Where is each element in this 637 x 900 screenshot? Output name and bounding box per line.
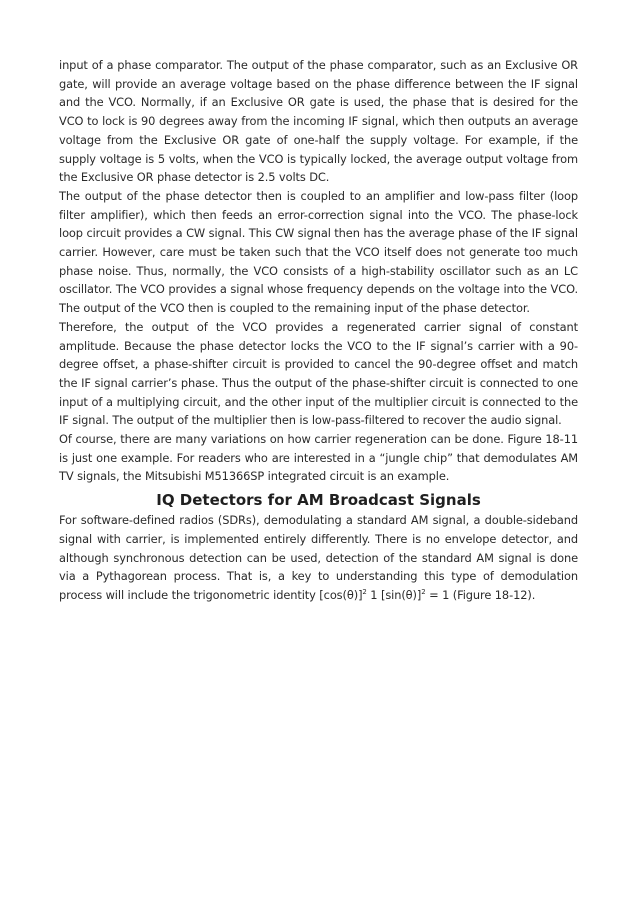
iq-text-end: = 1 (Figure 18-12). bbox=[425, 587, 536, 602]
paragraph-phase-detector-output: The output of the phase detector then is coupled to an amplifier and low-pass filter (loop filter amplifier), which then feeds an error-correction signal into the VCO. The phase-lock loop circuit provides a CW signal. This CW signal then has the average phase of the IF signal carrier. However, care must be taken such that the VCO itself does not generate too much phase noise. Thus, normally, the VCO consists of a high-stability oscillator such as an LC oscillator. The VCO provides a signal whose frequency depends on the voltage into the VCO. The output of the VCO then is coupled to the remaining input of the phase detector. bbox=[59, 188, 578, 316]
section-heading: IQ Detectors for AM Broadcast Signals bbox=[156, 491, 481, 510]
paragraph-carrier-regeneration: Of course, there are many variations on how carrier regeneration can be done. Figure 18-11 is just one example. For readers who are interested in a “jungle chip” that demodulates AM TV signals, the Mitsubishi M51366SP integrated circuit is an example. bbox=[59, 432, 578, 484]
iq-text-mid: 1 [sin(θ)] bbox=[366, 587, 422, 602]
superscript-sin: 2 bbox=[421, 588, 426, 597]
paragraph-phase-comparator: input of a phase comparator. The output of the phase comparator, such as an Exclusive OR gate, will provide an average voltage based on the phase difference between the IF signal and the VCO. Normally, if an Exclusive OR gate is used, the phase that is desired for the VCO to lock is 90 degrees away from the incoming IF signal, which then outputs an average voltage from the Exclusive OR gate of one-half the supply voltage. For example, if the supply voltage is 5 volts, when the VCO is typically locked, the average output voltage from the Exclusive OR phase detector is 2.5 volts DC. bbox=[59, 58, 578, 185]
iq-text-main: For software-defined radios (SDRs), demodulating a standard AM signal, a double-sideband signal with carrier, is implemented entirely differently. There is no envelope detector, and although synchronous detection can be used, detection of the standard AM signal is done via a Pythagorean process. That is, a key to understanding this type of demodulation process will include the trigonometric identity [cos(θ)] bbox=[59, 513, 578, 602]
paragraph-iq-detectors bbox=[59, 511, 578, 605]
superscript-cos: 2 bbox=[362, 588, 367, 597]
paragraph-vco-output: Therefore, the output of the VCO provides a regenerated carrier signal of constant amplitude. Because the phase detector locks the VCO to the IF signal’s carrier with a 90-degree offset, a phase-shifter circuit is provided to cancel the 90-degree offset and match the IF signal carrier’s phase. Thus the output of the phase-shifter circuit is connected to one input of a multiplying circuit, and the other input of the multiplier circuit is connected to the IF signal. The output of the multiplier then is low-pass-filtered to recover the audio signal. bbox=[59, 319, 578, 428]
document-page bbox=[59, 56, 578, 605]
